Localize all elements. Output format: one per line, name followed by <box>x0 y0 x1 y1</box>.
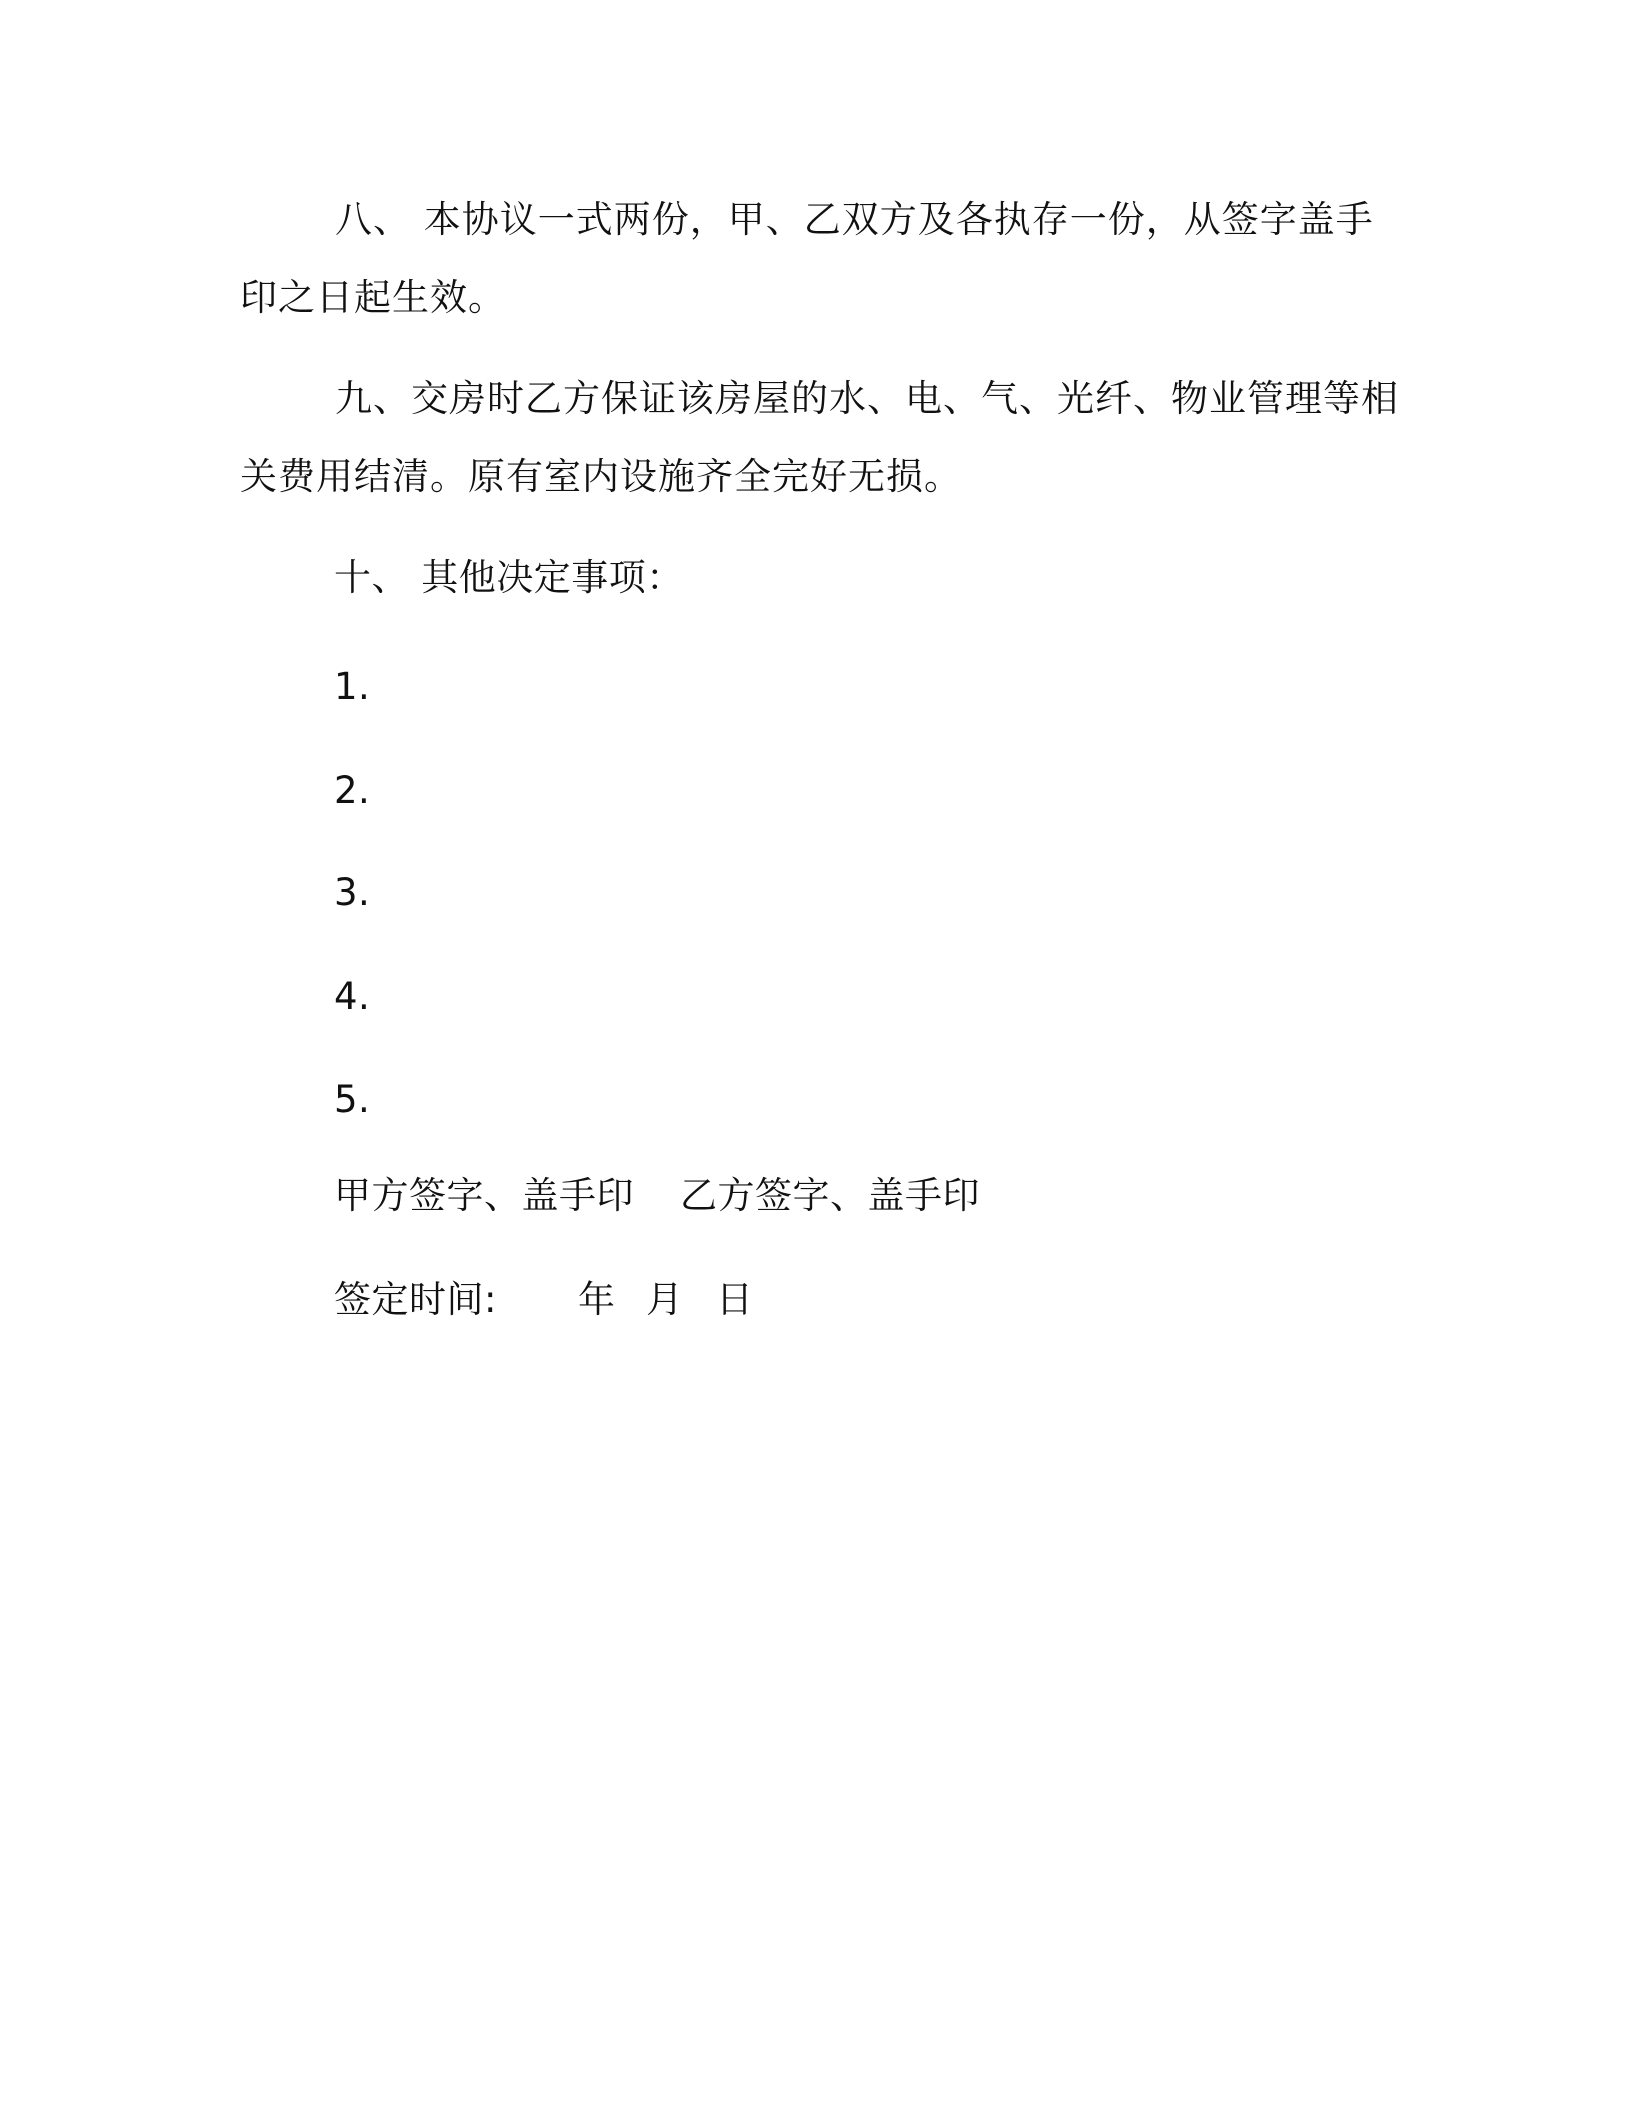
clause-nine: 九、交房时乙方保证该房屋的水、电、气、光纤、物业管理等相关费用结清。原有室内设施齐全完好无损。 <box>240 377 1399 498</box>
list-item-4: 4. <box>334 975 371 1018</box>
date-day-label: 日 <box>716 1278 754 1321</box>
list-item-2: 2. <box>334 769 371 812</box>
signing-date-label: 签定时间: <box>334 1278 497 1321</box>
date-month-label: 月 <box>646 1278 684 1321</box>
party-b-signature-label: 乙方签字、盖手印 <box>680 1174 980 1217</box>
list-item-5: 5. <box>334 1078 371 1121</box>
list-item-1: 1. <box>334 665 371 708</box>
party-a-signature-label: 甲方签字、盖手印 <box>334 1174 634 1217</box>
date-year-label: 年 <box>578 1278 616 1321</box>
clause-ten-heading: 十、 其他决定事项： <box>334 556 684 599</box>
list-item-3: 3. <box>334 871 371 914</box>
clause-eight: 八、 本协议一式两份，甲、乙双方及各执存一份，从签字盖手印之日起生效。 <box>240 198 1374 319</box>
